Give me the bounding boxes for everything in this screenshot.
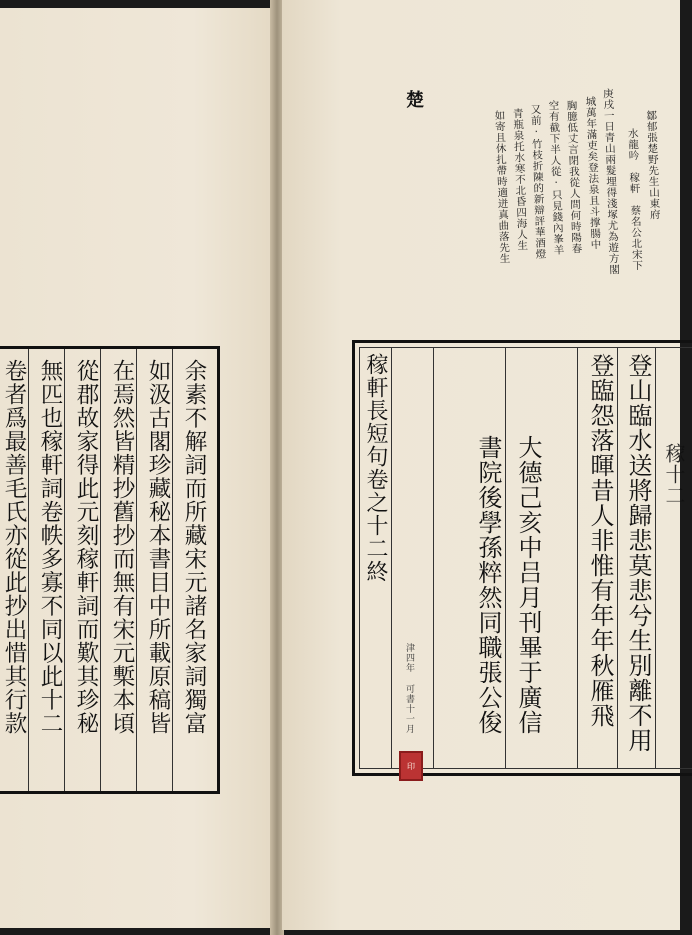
annotation-column-8: 青瓶泉托水寒不北昏四海人生 [511, 107, 529, 252]
column-rule [655, 347, 656, 769]
column-rule [391, 347, 392, 769]
column-rule [172, 349, 173, 791]
annotation-signature: 楚 [406, 90, 424, 111]
left-column-2: 如汲古閣珍藏秘本書目中所載原稿皆 [145, 359, 171, 735]
volume-end-title: 稼軒長短句卷之十二終 [363, 353, 388, 583]
annotation-column-2: 水龍吟 稼軒 蔡名公北宋下 [626, 127, 644, 272]
left-column-5: 無匹也稼軒詞卷帙多寡不同以此十二 [37, 359, 63, 735]
colophon-line-1: 大德己亥中吕月刊畢于廣信 [514, 435, 542, 735]
right-text-frame [352, 340, 692, 776]
left-column-6: 卷者爲最善毛氏亦從此抄出惜其行款 [1, 359, 27, 735]
red-seal-stamp: 印 [399, 751, 423, 781]
cut-edge-text: 稼十二 [662, 443, 686, 506]
annotation-column-3: 庚戌一日青山兩髮埋得淺塚尤為遊方閣 [601, 87, 621, 276]
column-rule [577, 347, 578, 769]
colophon-note: 津四年 可書十一月 [404, 643, 414, 734]
column-rule [433, 347, 434, 769]
column-rule [505, 347, 506, 769]
column-rule [136, 349, 137, 791]
poem-line-2: 登臨怨落暉昔人非惟有年年秋雁飛 [586, 353, 614, 728]
column-rule [100, 349, 101, 791]
column-rule [617, 347, 618, 769]
left-page [0, 8, 276, 928]
annotation-column-7: 又前·竹枝折陳的新辯評華酒燈 [529, 103, 547, 260]
colophon-line-2: 書院後學孫粹然同職張公俊 [474, 435, 502, 735]
annotation-column-1: 鄒郁張楚野先生山東府 [645, 109, 661, 221]
left-column-3: 在焉然皆精抄舊抄而無有宋元槧本頃 [109, 359, 135, 735]
left-text-frame [0, 346, 220, 794]
annotation-column-6: 空有截下半人從·只見錢內峯羊 [547, 99, 565, 256]
left-column-4: 從郡故家得此元刻稼軒詞而歎其珍秘 [73, 359, 99, 735]
annotation-column-9: 如寄且休扎帶時適迸真曲落先生 [493, 109, 511, 265]
column-rule [28, 349, 29, 791]
annotation-column-4: 城萬年滿吏矣登法泉且斗撑腸中 [584, 95, 602, 251]
left-column-1: 余素不解詞而所藏宋元諸名家詞獨富 [181, 359, 207, 735]
annotation-column-5: 胸臆低丈言閉我從人問何時陽春 [565, 99, 583, 255]
poem-line-1: 登山臨水送將歸悲莫悲兮生別離不用 [624, 353, 652, 753]
right-page [282, 0, 686, 930]
column-rule [64, 349, 65, 791]
